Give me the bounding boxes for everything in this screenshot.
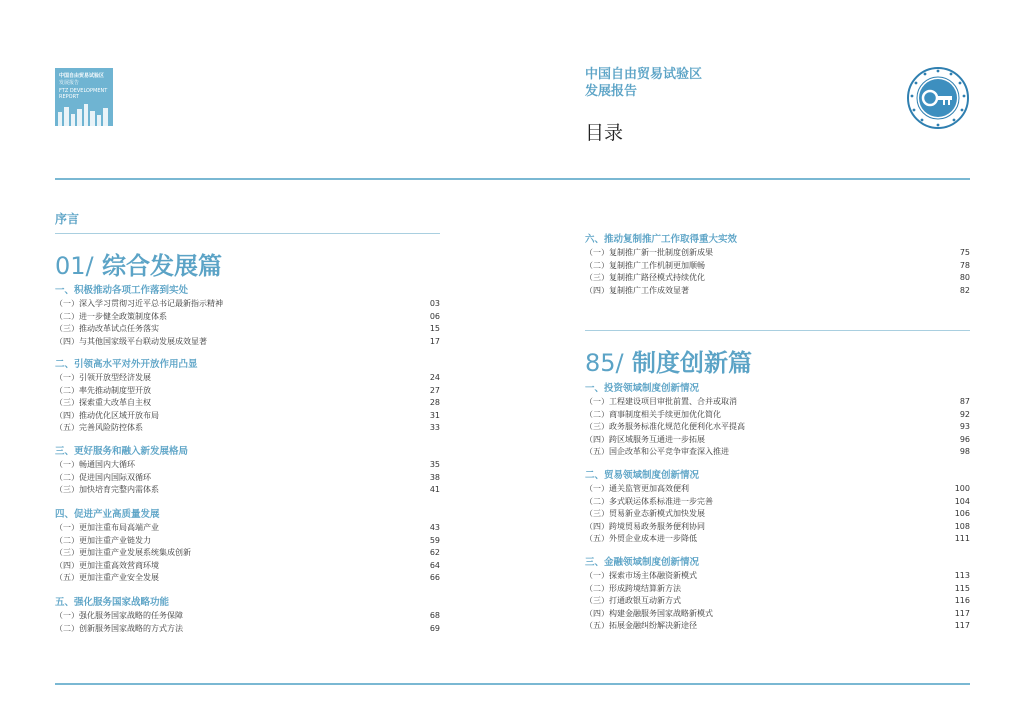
toc-entry-page: 113 <box>954 571 970 580</box>
toc-entry-page: 41 <box>429 485 440 495</box>
toc-entry-page: 17 <box>429 336 440 346</box>
toc-entry-label: （二）率先推动制度型开放 <box>55 385 151 395</box>
toc-entry[interactable] <box>585 608 970 621</box>
toc-entry[interactable] <box>585 496 970 509</box>
part2-number: 85/ <box>585 349 624 377</box>
report-title <box>585 66 702 100</box>
toc-heading: 目录 <box>585 122 624 144</box>
part1-section-5 <box>55 595 440 635</box>
toc-entry-label: （一）复制推广新一批制度创新成果 <box>585 248 713 257</box>
toc-entry-page: 93 <box>959 422 970 432</box>
section-heading: 五、强化服务国家战略功能 <box>55 597 170 608</box>
toc-entry[interactable] <box>55 535 440 548</box>
toc-entry[interactable] <box>585 446 970 459</box>
toc-entry-page: 69 <box>429 623 440 633</box>
toc-entry-label: （二）形成跨境结算新方法 <box>585 583 681 593</box>
part1-section-6 <box>585 232 970 297</box>
toc-entry[interactable] <box>585 570 970 583</box>
toc-entry-label: （五）拓展金融纠纷解决新途径 <box>585 621 697 631</box>
toc-entry-label: （五）国企改革和公平竞争审查深入推进 <box>585 447 729 457</box>
section-heading: 二、贸易领域制度创新情况 <box>585 470 700 481</box>
toc-entry-page: 98 <box>959 447 970 457</box>
toc-entry-label: （四）更加注重高效营商环境 <box>55 560 159 570</box>
toc-entry-page: 75 <box>959 248 970 257</box>
city-skyline-icon <box>55 104 113 126</box>
toc-entry-page: 62 <box>429 548 440 558</box>
toc-entry-page: 96 <box>959 434 970 444</box>
toc-entry[interactable] <box>55 472 440 485</box>
section-heading: 二、引领高水平对外开放作用凸显 <box>55 359 198 370</box>
toc-entry-page: 33 <box>429 423 440 433</box>
toc-entry[interactable] <box>585 396 970 409</box>
toc-entry[interactable] <box>55 484 440 497</box>
toc-entry-label: （四）跨境贸易政务服务便利协同 <box>585 521 705 531</box>
toc-entry-page: 92 <box>959 409 970 419</box>
toc-entry-page: 43 <box>429 523 440 532</box>
toc-entry[interactable] <box>55 422 440 435</box>
part1-section-3 <box>55 444 440 497</box>
toc-entry-page: 116 <box>954 596 970 606</box>
toc-entry[interactable] <box>55 410 440 423</box>
part2-section-2 <box>585 468 970 546</box>
toc-entry[interactable] <box>585 521 970 534</box>
toc-entry-page: 100 <box>954 484 970 493</box>
toc-entry-label: （三）推动改革试点任务落实 <box>55 324 159 334</box>
toc-entry-page: 117 <box>954 621 970 631</box>
section-heading: 三、金融领域制度创新情况 <box>585 557 700 568</box>
preface-divider <box>55 233 440 234</box>
toc-entry-label: （一）引领开放型经济发展 <box>55 373 151 382</box>
toc-entry-page: 38 <box>429 472 440 482</box>
toc-entry[interactable] <box>585 483 970 496</box>
part2-title-text: 制度创新篇 <box>631 349 752 377</box>
toc-entry-page: 35 <box>429 460 440 469</box>
toc-entry-label: （四）跨区域服务互通进一步拓展 <box>585 434 705 444</box>
part2-title <box>585 343 752 378</box>
section-heading: 一、积极推动各项工作落到实处 <box>55 285 189 296</box>
toc-entry[interactable] <box>585 595 970 608</box>
toc-entry-page: 15 <box>429 324 440 334</box>
toc-entry-page: 108 <box>954 521 970 531</box>
toc-entry-page: 82 <box>959 285 970 295</box>
section-heading: 一、投资领域制度创新情况 <box>585 383 700 394</box>
toc-entry[interactable] <box>585 533 970 546</box>
toc-entry-page: 03 <box>429 299 440 308</box>
toc-entry-label: （一）通关监管更加高效便利 <box>585 484 689 493</box>
toc-entry-label: （五）外贸企业成本进一步降低 <box>585 534 697 544</box>
part1-number: 01/ <box>55 252 94 280</box>
toc-entry[interactable] <box>55 560 440 573</box>
toc-entry[interactable] <box>55 323 440 336</box>
toc-entry[interactable] <box>585 508 970 521</box>
toc-entry-label: （二）进一步健全政策制度体系 <box>55 311 167 321</box>
toc-entry[interactable] <box>55 336 440 349</box>
toc-entry-label: （四）推动优化区域开放布局 <box>55 410 159 420</box>
toc-entry-label: （四）构建金融服务国家战略新模式 <box>585 608 713 618</box>
toc-entry-page: 111 <box>954 534 970 544</box>
toc-entry-page: 24 <box>429 373 440 382</box>
toc-entry-page: 78 <box>959 260 970 270</box>
logo-line3: FTZ DEVELOPMENT REPORT <box>59 88 108 100</box>
toc-entry-label: （四）与其他国家级平台联动发展成效显著 <box>55 336 207 346</box>
toc-entry-page: 87 <box>959 397 970 406</box>
toc-entry[interactable] <box>585 247 970 260</box>
toc-entry-label: （五）更加注重产业安全发展 <box>55 573 159 583</box>
toc-entry-label: （二）更加注重产业链发力 <box>55 535 151 545</box>
toc-entry-page: 115 <box>954 583 970 593</box>
toc-entry-page: 80 <box>959 273 970 283</box>
toc-entry[interactable] <box>585 583 970 596</box>
toc-entry[interactable] <box>55 623 440 636</box>
toc-entry[interactable] <box>55 385 440 398</box>
part1-title <box>55 246 222 281</box>
toc-entry-page: 59 <box>429 535 440 545</box>
toc-entry-label: （二）促进国内国际双循环 <box>55 472 151 482</box>
part2-divider <box>585 330 970 331</box>
toc-entry[interactable] <box>585 434 970 447</box>
toc-entry-label: （一）畅通国内大循环 <box>55 460 135 469</box>
toc-entry-label: （一）深入学习贯彻习近平总书记最新指示精神 <box>55 299 223 308</box>
toc-entry-label: （一）工程建设项目审批前置、合并或取消 <box>585 397 737 406</box>
toc-entry[interactable] <box>55 522 440 535</box>
toc-entry-label: （五）完善风险防控体系 <box>55 423 143 433</box>
toc-entry-page: 31 <box>429 410 440 420</box>
toc-entry-label: （三）复制推广路径模式持续优化 <box>585 273 705 283</box>
part1-section-1 <box>55 283 440 348</box>
preface-heading: 序言 <box>55 212 80 226</box>
toc-entry-label: （二）商事制度相关手续更加优化简化 <box>585 409 721 419</box>
toc-entry-label: （三）更加注重产业发展系统集成创新 <box>55 548 191 558</box>
toc-entry[interactable] <box>55 311 440 324</box>
report-title-line1: 中国自由贸易试验区 <box>585 67 703 82</box>
toc-entry[interactable] <box>55 397 440 410</box>
part1-section-2 <box>55 357 440 435</box>
toc-entry[interactable] <box>585 421 970 434</box>
toc-entry[interactable] <box>55 547 440 560</box>
section-heading: 三、更好服务和融入新发展格局 <box>55 446 189 457</box>
footer-divider <box>55 683 970 685</box>
toc-entry-page: 28 <box>429 398 440 408</box>
toc-entry-label: （三）贸易新业态新模式加快发展 <box>585 509 705 519</box>
toc-entry-label: （三）政务服务标准化规范化便利化水平提高 <box>585 422 745 432</box>
toc-entry-label: （二）创新服务国家战略的方式方法 <box>55 623 183 633</box>
toc-entry-page: 27 <box>429 385 440 395</box>
report-logo <box>55 68 113 126</box>
toc-entry[interactable] <box>585 260 970 273</box>
toc-entry-label: （一）探索市场主体融资新模式 <box>585 571 697 580</box>
toc-entry-page: 06 <box>429 311 440 321</box>
toc-entry[interactable] <box>55 372 440 385</box>
toc-entry-page: 66 <box>429 573 440 583</box>
toc-entry-label: （一）强化服务国家战略的任务保障 <box>55 611 183 620</box>
toc-entry-label: （四）复制推广工作成效显著 <box>585 285 689 295</box>
logo-line2: 发展报告 <box>59 80 80 86</box>
logo-line1: 中国自由贸易试验区 <box>59 73 105 79</box>
toc-entry-page: 64 <box>429 560 440 570</box>
toc-entry[interactable] <box>585 620 970 633</box>
toc-entry[interactable] <box>55 459 440 472</box>
toc-entry-label: （三）加快培育完整内需体系 <box>55 485 159 495</box>
section-heading: 六、推动复制推广工作取得重大实效 <box>585 234 738 245</box>
part1-title-text: 综合发展篇 <box>101 252 222 280</box>
report-title-line2: 发展报告 <box>585 84 638 99</box>
toc-entry-label: （三）探索重大改革自主权 <box>55 398 151 408</box>
toc-entry-label: （三）打通政银互动新方式 <box>585 596 681 606</box>
toc-entry[interactable] <box>585 409 970 422</box>
toc-entry[interactable] <box>55 610 440 623</box>
part1-section-4 <box>55 507 440 585</box>
toc-entry-label: （二）复制推广工作机制更加顺畅 <box>585 260 705 270</box>
think-tank-seal-icon <box>906 66 970 130</box>
toc-entry[interactable] <box>55 298 440 311</box>
toc-entry[interactable] <box>585 285 970 298</box>
toc-entry-label: （一）更加注重布局高端产业 <box>55 523 159 532</box>
toc-entry[interactable] <box>585 272 970 285</box>
section-heading: 四、促进产业高质量发展 <box>55 509 160 520</box>
header-divider <box>55 178 970 180</box>
toc-entry-page: 117 <box>954 608 970 618</box>
part2-section-3 <box>585 555 970 633</box>
toc-entry[interactable] <box>55 572 440 585</box>
part2-section-1 <box>585 381 970 459</box>
toc-entry-page: 104 <box>954 496 970 506</box>
toc-entry-label: （二）多式联运体系标准进一步完善 <box>585 496 713 506</box>
toc-entry-page: 68 <box>429 611 440 620</box>
toc-entry-page: 106 <box>954 509 970 519</box>
